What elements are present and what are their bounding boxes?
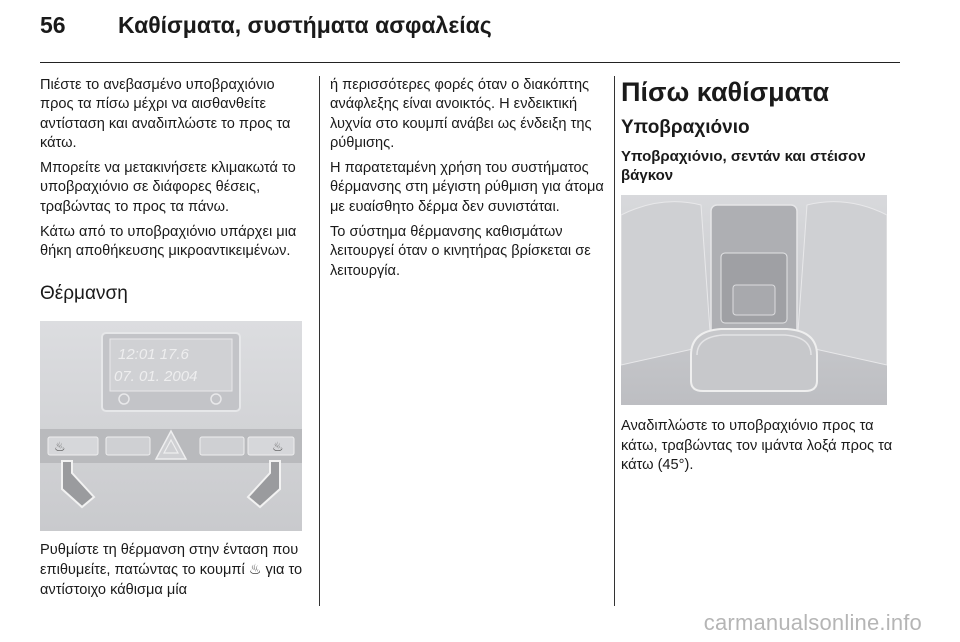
paragraph-indicator: ή περισσότερες φορές όταν ο διακόπτης ανάφλεξης είναι ανοικτός. Η ενδεικτική λυχνία στο κουμπί ανάβει ως ένδειξη της ρύθμισης. (330, 77, 592, 151)
display-line-1: 12:01 17.6 (118, 345, 189, 363)
page-title: Καθίσματα, συστήματα ασφαλείας (118, 12, 492, 38)
page-number: 56 (40, 12, 66, 38)
heading-armrest: Υποβραχιόνιο (621, 117, 750, 138)
paragraph-armrest-adjust: Μπορείτε να μετακινήσετε κλιμακωτά το υποβραχιόνιο σε διάφορες θέσεις, τραβώντας το προς τα πάνω. (40, 160, 296, 215)
seat-heat-right-icon: ♨ (272, 438, 284, 454)
display-line-2: 07. 01. 2004 (114, 367, 198, 385)
heading-armrest-variants: Υποβραχιόνιο, σεντάν και στέισον βάγκον (621, 148, 866, 185)
heading-rear-seats: Πίσω καθίσματα (621, 77, 830, 107)
column-1 (40, 76, 306, 606)
header-rule (40, 62, 900, 63)
page-header (0, 0, 960, 62)
column-3 (621, 76, 907, 481)
paragraph-armrest-fold: Πιέστε το ανεβασμένο υποβραχιόνιο προς τα πίσω μέχρι να αισθανθείτε αντίσταση και αναδιπλώστε το προς τα κάτω. (40, 77, 291, 151)
paragraph-engine: Το σύστημα θέρμανσης καθισμάτων λειτουργεί όταν ο κινητήρας βρίσκεται σε λειτουργία. (330, 224, 591, 279)
heading-heating: Θέρμανση (40, 282, 128, 304)
column-2 (330, 76, 606, 287)
paragraph-rear-armrest: Αναδιπλώστε το υποβραχιόνιο προς τα κάτω, τραβώντας τον ιμάντα λοξά προς τα κάτω (45°). (621, 418, 893, 473)
caption-start: Ρυθμίστε τη θέρμανση στην ένταση που επιθυμείτε, πατώντας το κουμπί (40, 541, 299, 579)
caption-end: για το αντίστοιχο κάθισμα μία (40, 562, 303, 598)
watermark: carmanualsonline.info (703, 610, 922, 635)
seat-heat-icon: ♨ (248, 561, 262, 578)
figure-rear-armrest (621, 195, 887, 405)
paragraph-warning: Η παρατεταμένη χρήση του συστήματος θέρμανσης στη μέγιστη ρύθμιση για άτομα με ευαίσθητο δέρμα δεν συνιστάται. (330, 160, 604, 215)
column-divider-2 (614, 76, 615, 606)
paragraph-heating-caption (40, 541, 306, 600)
seat-heat-left-icon: ♨ (54, 438, 66, 454)
figure-seat-heating-buttons (40, 321, 302, 531)
paragraph-armrest-storage: Κάτω από το υποβραχιόνιο υπάρχει μια θήκη αποθήκευσης μικροαντικειμένων. (40, 224, 297, 260)
column-divider-1 (319, 76, 320, 606)
